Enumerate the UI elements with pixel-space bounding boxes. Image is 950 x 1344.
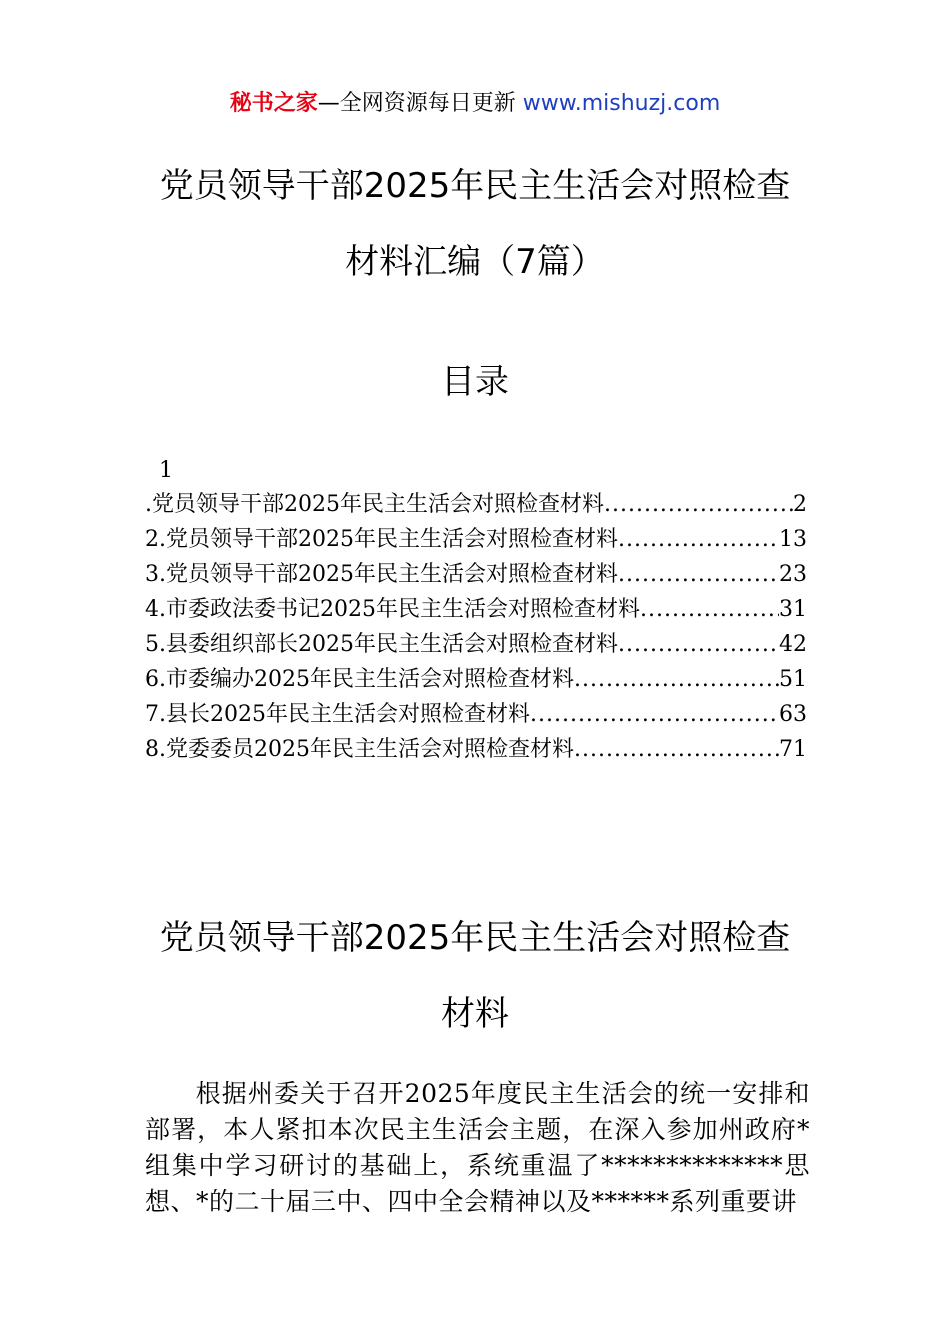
document-title [0, 148, 950, 300]
site-header [0, 88, 950, 120]
toc-leader-dots [618, 557, 779, 592]
table-of-contents [145, 455, 807, 767]
toc-entry-text: 2.党员领导干部2025年民主生活会对照检查材料 [145, 527, 618, 552]
toc-entry-page: 2 [793, 492, 807, 517]
toc-entry-text: 7.县长2025年民主生活会对照检查材料 [145, 702, 530, 727]
toc-entry-text: .党员领导干部2025年民主生活会对照检查材料 [145, 492, 604, 517]
toc-leader-dots [640, 592, 779, 627]
toc-entry-text: 8.党委委员2025年民主生活会对照检查材料 [145, 737, 574, 762]
toc-lead-number: 1 [159, 458, 173, 483]
toc-entry-page: 31 [779, 597, 807, 622]
toc-entry[interactable] [145, 487, 807, 522]
toc-entry[interactable] [145, 592, 807, 627]
toc-entry-text: 3.党员领导干部2025年民主生活会对照检查材料 [145, 562, 618, 587]
toc-entry-text: 4.市委政法委书记2025年民主生活会对照检查材料 [145, 597, 640, 622]
body-paragraph: 根据州委关于召开2025年度民主生活会的统一安排和部署，本人紧扣本次民主生活会主题，在深入参加州政府*组集中学习研讨的基础上，系统重温了**************思想、*的二十届三中、四中全会精神以及******系列重要讲 [145, 1079, 810, 1216]
toc-leader-dots [604, 487, 793, 522]
section-title-line-1: 党员领导干部2025年民主生活会对照检查 [159, 918, 791, 958]
toc-entry-page: 71 [779, 737, 807, 762]
section-title [0, 900, 950, 1052]
document-title-line-1: 党员领导干部2025年民主生活会对照检查 [159, 166, 791, 206]
toc-leader-dots [574, 732, 779, 767]
toc-entry[interactable] [145, 697, 807, 732]
toc-entry-page: 63 [779, 702, 807, 727]
header-tagline: —全网资源每日更新 [317, 91, 523, 116]
toc-entry-text: 5.县委组织部长2025年民主生活会对照检查材料 [145, 632, 618, 657]
site-url-link[interactable]: www.mishuzj.com [522, 91, 721, 116]
section-title-line-2: 材料 [441, 994, 509, 1034]
toc-entry[interactable] [145, 522, 807, 557]
toc-entry-page: 51 [779, 667, 807, 692]
toc-entry[interactable] [145, 627, 807, 662]
toc-leader-dots [618, 522, 779, 557]
toc-leader-dots [574, 662, 779, 697]
toc-heading: 目录 [441, 362, 509, 402]
toc-entry[interactable] [145, 732, 807, 767]
toc-entry[interactable] [145, 557, 807, 592]
document-title-line-2: 材料汇编（7篇） [345, 242, 605, 282]
toc-entry-text: 6.市委编办2025年民主生活会对照检查材料 [145, 667, 574, 692]
toc-leader-dots [530, 697, 779, 732]
body-paragraph-container [145, 1076, 810, 1220]
brand-name: 秘书之家 [229, 91, 318, 116]
toc-entry-page: 42 [779, 632, 807, 657]
toc-entry[interactable] [145, 662, 807, 697]
toc-entry-page: 23 [779, 562, 807, 587]
toc-leader-dots [618, 627, 779, 662]
toc-entry-page: 13 [779, 527, 807, 552]
